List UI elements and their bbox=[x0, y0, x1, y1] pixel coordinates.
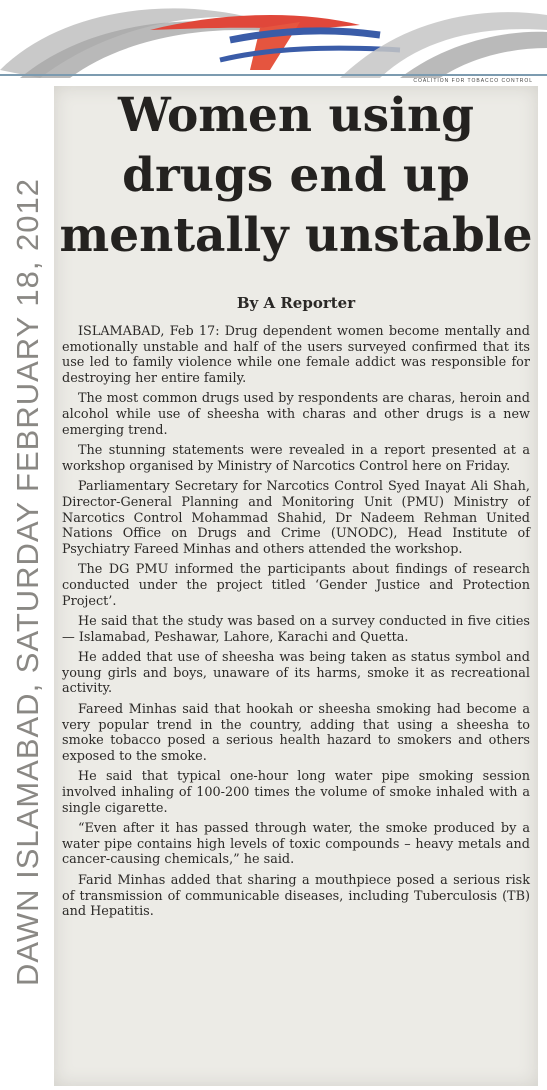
newspaper-clipping bbox=[54, 86, 538, 1086]
article-paragraph: ISLAMABAD, Feb 17: Drug dependent women become mentally and emotionally unstable and half of the users surveyed confirmed that its use led to family violence while one female addict was responsible for destroying her entire family. bbox=[62, 324, 530, 386]
article-paragraph: The most common drugs used by respondents are charas, heroin and alcohol while use of sheesha with charas and other drugs is a new emerging trend. bbox=[62, 391, 530, 438]
article-headline bbox=[54, 86, 538, 266]
article-paragraph: Farid Minhas added that sharing a mouthpiece posed a serious risk of transmission of communicable diseases, including Tuberculosis (TB) and Hepatitis. bbox=[62, 873, 530, 920]
article-paragraph: He said that typical one-hour long water pipe smoking session involved inhaling of 100-200 times the volume of smoke inhaled with a single cigarette. bbox=[62, 769, 530, 816]
article-paragraph: Fareed Minhas said that hookah or sheesha smoking had become a very popular trend in the country, adding that using a sheesha to smoke tobacco posed a serious health hazard to smokers and others exposed to the smoke. bbox=[62, 702, 530, 764]
article-byline: By A Reporter bbox=[236, 294, 356, 312]
article-paragraph: He said that the study was based on a survey conducted in five cities — Islamabad, Peshawar, Lahore, Karachi and Quetta. bbox=[62, 614, 530, 645]
article-paragraph: He added that use of sheesha was being taken as status symbol and young girls and boys, unaware of its harms, smoke it as recreational activity. bbox=[62, 650, 530, 697]
headline-line: mentally unstable bbox=[59, 208, 533, 263]
coalition-banner bbox=[0, 0, 547, 78]
coalition-logo-swoosh bbox=[0, 0, 547, 78]
article-body bbox=[62, 324, 530, 925]
article-paragraph: “Even after it has passed through water, the smoke produced by a water pipe contains high levels of toxic compounds – heavy metals and cancer-causing chemicals,” he said. bbox=[62, 821, 530, 868]
article-paragraph: The stunning statements were revealed in a report presented at a workshop organised by Ministry of Narcotics Control here on Friday. bbox=[62, 443, 530, 474]
article-paragraph: The DG PMU informed the participants about findings of research conducted under the project titled ‘Gender Justice and Protection Project’. bbox=[62, 562, 530, 609]
publication-date-label: DAWN ISLAMABAD, SATURDAY FEBRUARY 18, 2012 bbox=[10, 177, 45, 987]
headline-line: Women using bbox=[118, 88, 474, 143]
banner-caption: COALITION FOR TOBACCO CONTROL bbox=[413, 78, 533, 84]
article-paragraph: Parliamentary Secretary for Narcotics Control Syed Inayat Ali Shah, Director-General Planning and Monitoring Unit (PMU) Ministry of Narcotics Control Mohammad Shahid, Dr Nadeem Rehman United Nations Office on Drugs and Crime (UNODC), Head Institute of Psychiatry Fareed Minhas and others attended the workshop. bbox=[62, 479, 530, 557]
banner-divider bbox=[0, 74, 547, 76]
headline-line: drugs end up bbox=[122, 148, 470, 203]
